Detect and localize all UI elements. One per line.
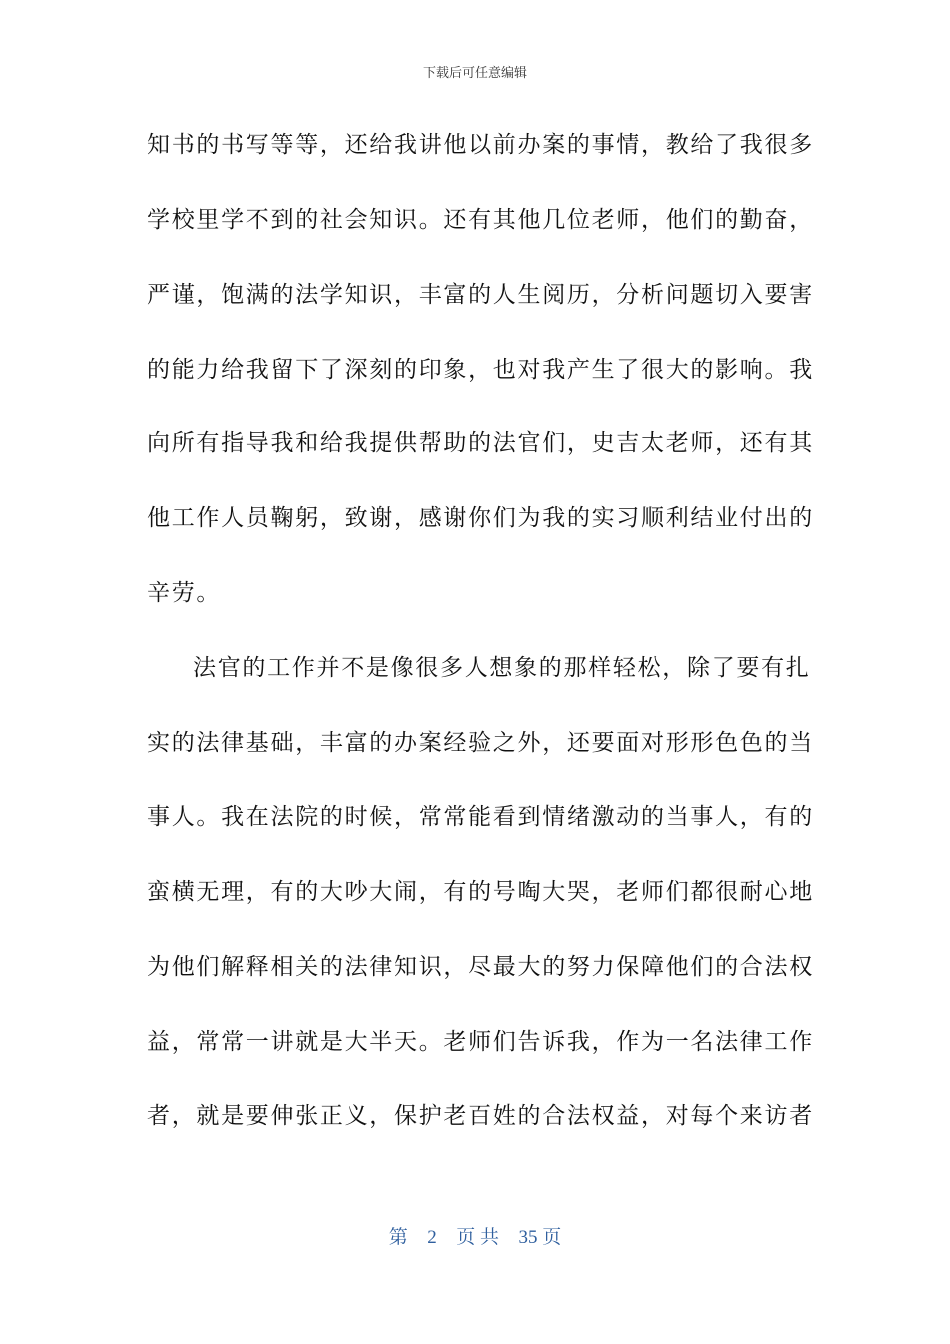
page-footer xyxy=(0,1226,950,1250)
text-line: 学校里学不到的社会知识。还有其他几位老师，他们的勤奋， xyxy=(147,207,814,233)
text-line: 他工作人员鞠躬，致谢，感谢你们为我的实习顺利结业付出的 xyxy=(147,505,814,531)
total-pages: 35 xyxy=(518,1227,538,1248)
text-line: 严谨，饱满的法学知识，丰富的人生阅历，分析问题切入要害 xyxy=(147,282,814,308)
text-line: 益，常常一讲就是大半天。老师们告诉我，作为一名法律工作 xyxy=(147,1029,814,1055)
text-line: 蛮横无理，有的大吵大闹，有的号啕大哭，老师们都很耐心地 xyxy=(147,879,814,905)
current-page-number: 2 xyxy=(427,1227,437,1248)
text-line: 知书的书写等等，还给我讲他以前办案的事情，教给了我很多 xyxy=(147,132,814,158)
text-line: 为他们解释相关的法律知识，尽最大的努力保障他们的合法权 xyxy=(147,954,814,980)
paragraph-first-line: 法官的工作并不是像很多人想象的那样轻松，除了要有扎 xyxy=(193,655,811,681)
text-line: 者，就是要伸张正义，保护老百姓的合法权益，对每个来访者 xyxy=(147,1103,814,1129)
page-header: 下载后可任意编辑 xyxy=(422,66,527,81)
footer-suffix: 页 xyxy=(542,1227,562,1248)
text-line: 向所有指导我和给我提供帮助的法官们，史吉太老师，还有其 xyxy=(147,430,814,456)
text-line: 事人。我在法院的时候，常常能看到情绪激动的当事人，有的 xyxy=(147,804,814,830)
text-line: 的能力给我留下了深刻的印象，也对我产生了很大的影响。我 xyxy=(147,357,814,383)
footer-middle: 页 共 xyxy=(456,1227,499,1248)
text-line: 辛劳。 xyxy=(147,580,222,606)
text-line: 实的法律基础，丰富的办案经验之外，还要面对形形色色的当 xyxy=(147,730,814,756)
footer-prefix: 第 xyxy=(388,1227,408,1248)
